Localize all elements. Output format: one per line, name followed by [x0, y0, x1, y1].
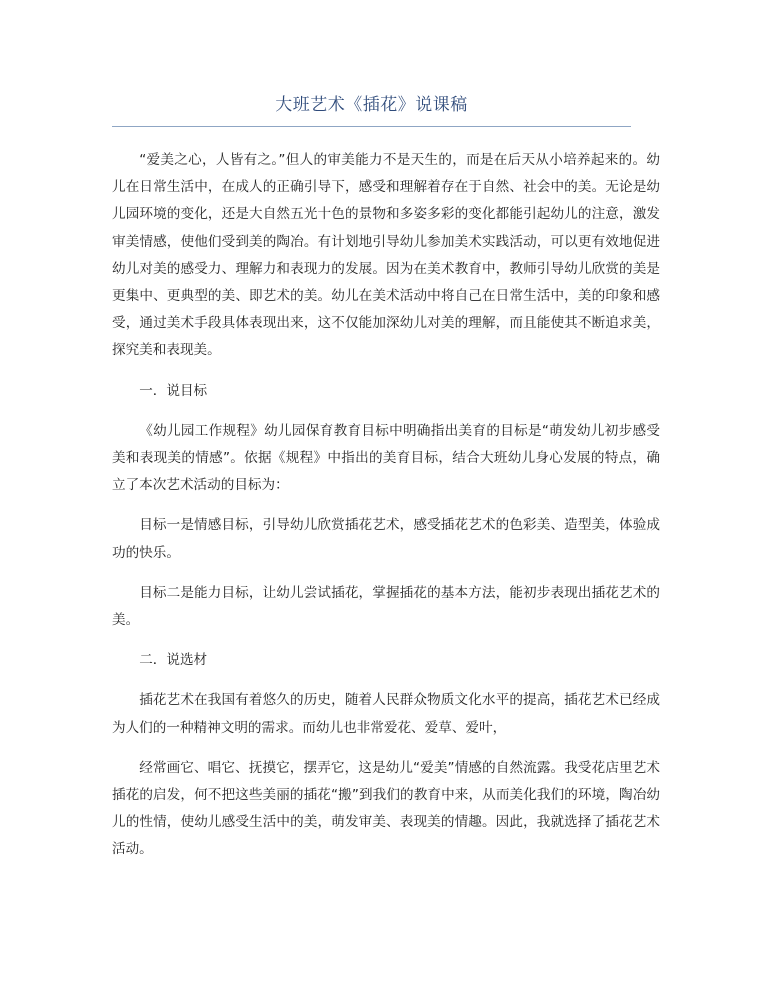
section-heading-goals: 一．说目标 [139, 382, 208, 399]
paragraph-goal-two: 目标二是能力目标，让幼儿尝试插花，掌握插花的基本方法，能初步表现出插花艺术的美。 [112, 584, 660, 629]
document-title: 大班艺术《插花》说课稿 [275, 95, 468, 115]
paragraph-material-choice: 经常画它、唱它、抚摸它，摆弄它，这是幼儿“爱美”情感的自然流露。我受花店里艺术插花的启发，何不把这些美丽的插花“搬”到我们的教育中来，从而美化我们的环境，陶冶幼儿的性情，使幼儿感受生活中的美，萌发审美、表现美的情趣。因此，我就选择了插花艺术活动。 [112, 759, 660, 858]
document-body [112, 147, 660, 877]
paragraph-goals-basis: 《幼儿园工作规程》幼儿园保育教育目标中明确指出美育的目标是“萌发幼儿初步感受美和表现美的情感”。依据《规程》中指出的美育目标，结合大班幼儿身心发展的特点，确立了本次艺术活动的目标为： [112, 422, 660, 494]
paragraph-material-history: 插花艺术在我国有着悠久的历史，随着人民群众物质文化水平的提高，插花艺术已经成为人们的一种精神文明的需求。而幼儿也非常爱花、爱草、爱叶， [112, 692, 660, 736]
paragraph-goal-one: 目标一是情感目标，引导幼儿欣赏插花艺术，感受插花艺术的色彩美、造型美，体验成功的快乐。 [112, 517, 660, 561]
paragraph-intro: “爱美之心，人皆有之。”但人的审美能力不是天生的，而是在后天从小培养起来的。幼儿在日常生活中，在成人的正确引导下，感受和理解着存在于自然、社会中的美。无论是幼儿园环境的变化，还是大自然五光十色的景物和多姿多彩的变化都能引起幼儿的注意，激发审美情感，使他们受到美的陶冶。有计划地引导幼儿参加美术实践活动，可以更有效地促进幼儿对美的感受力、理解力和表现力的发展。因为在美术教育中，教师引导幼儿欣赏的美是更集中、更典型的美、即艺术的美。幼儿在美术活动中将自己在日常生活中，美的印象和感受，通过美术手段具体表现出来，这不仅能加深幼儿对美的理解，而且能使其不断追求美，探究美和表现美。 [112, 152, 660, 359]
title-divider [112, 126, 631, 127]
section-heading-material: 二．说选材 [139, 652, 208, 669]
